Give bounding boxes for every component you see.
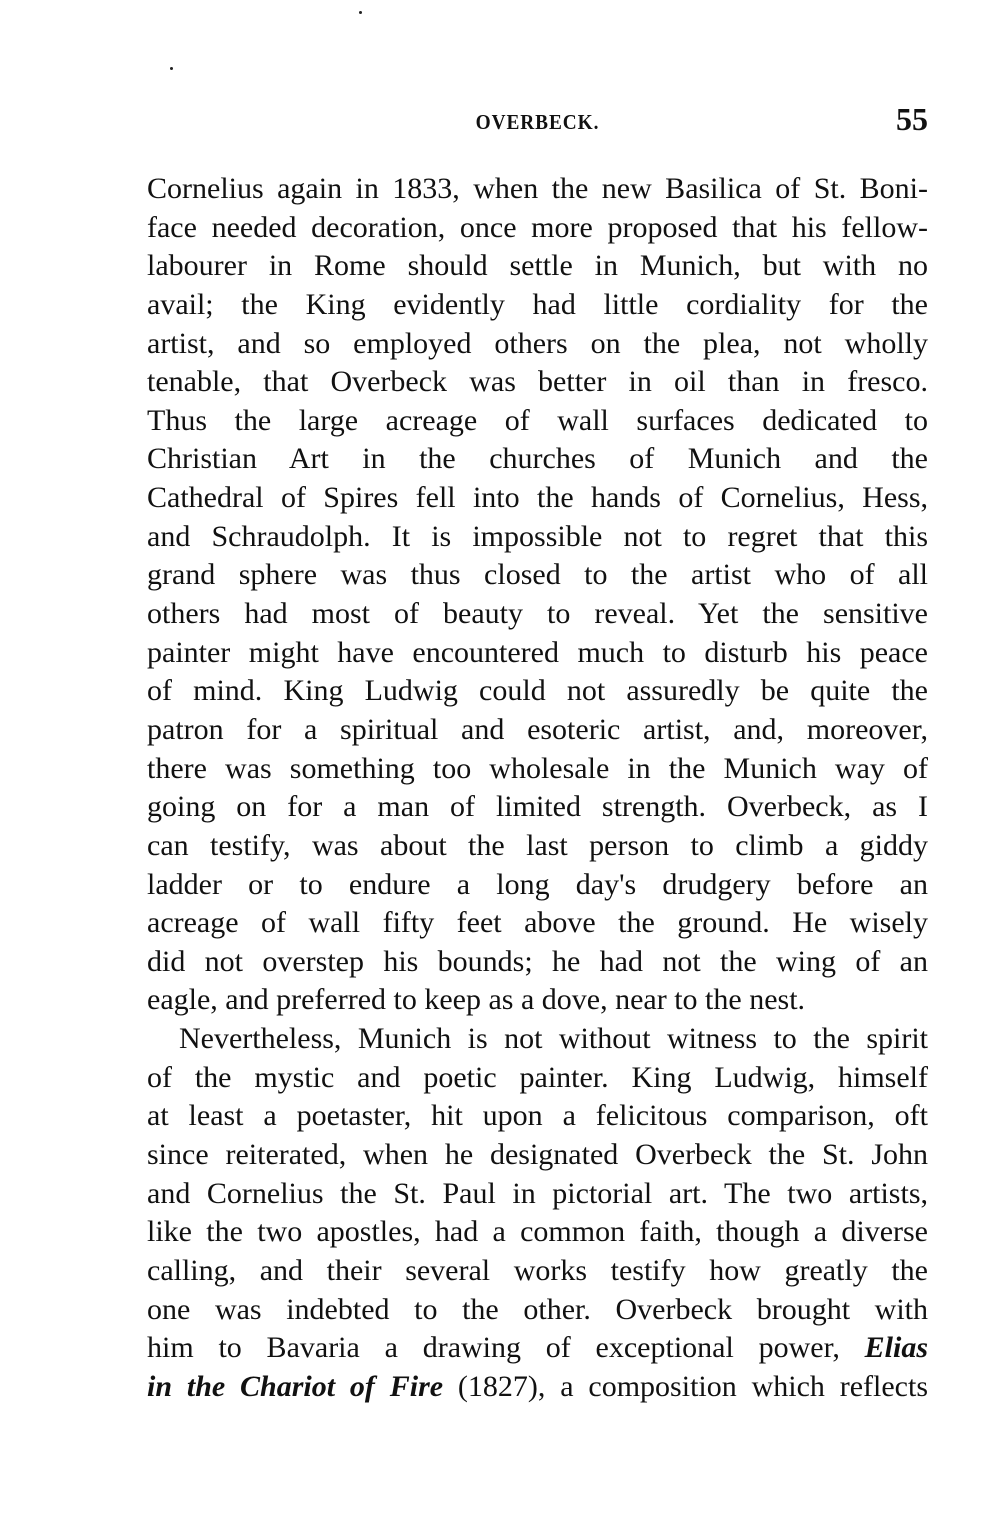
line-text: of mind. King Ludwig could not assuredly be quite the — [147, 674, 928, 708]
line-text: Nevertheless, Munich is not without witness to the spirit — [179, 1022, 928, 1056]
line-text: of the mystic and poetic painter. King Ludwig, himself — [147, 1060, 928, 1094]
line-text: going on for a man of limited strength. Overbeck, as I — [147, 790, 928, 824]
line-text: one was indebted to the other. Overbeck brought with — [147, 1292, 928, 1326]
running-head-title: OVERBECK. — [475, 110, 600, 134]
italic-title-text: in the Chariot of Fire — [147, 1369, 444, 1403]
scan-speck — [170, 67, 173, 70]
text-line — [147, 1329, 928, 1368]
text-line — [147, 1175, 928, 1214]
text-line — [147, 363, 928, 402]
text-line — [147, 247, 928, 286]
text-line — [147, 479, 928, 518]
line-text: and Cornelius the St. Paul in pictorial art. The two artists, — [147, 1176, 928, 1210]
text-line — [147, 672, 928, 711]
text-line — [147, 904, 928, 943]
text-line — [147, 827, 928, 866]
line-text: Cornelius again in 1833, when the new Basilica of St. Boni- — [147, 172, 928, 205]
text-line — [147, 981, 928, 1020]
text-line — [147, 1368, 928, 1407]
text-line — [147, 170, 928, 209]
line-text: acreage of wall fifty feet above the ground. He wisely — [147, 906, 928, 940]
line-text: can testify, was about the last person to climb a giddy — [147, 828, 928, 862]
text-line — [147, 943, 928, 982]
line-text: did not overstep his bounds; he had not the wing of an — [147, 944, 928, 978]
line-text: Cathedral of Spires fell into the hands of Cornelius, Hess, — [147, 481, 928, 515]
line-text: avail; the King evidently had little cordiality for the — [147, 287, 928, 321]
running-head — [147, 101, 928, 138]
italic-title-text: Elias — [864, 1331, 928, 1365]
text-line — [147, 1291, 928, 1330]
line-text: Christian Art in the churches of Munich and the — [147, 442, 928, 476]
text-line — [147, 325, 928, 364]
line-text: patron for a spiritual and esoteric artist, and, moreover, — [147, 712, 928, 746]
line-text: Thus the large acreage of wall surfaces dedicated to — [147, 403, 928, 437]
line-text: face needed decoration, once more proposed that his fellow- — [147, 210, 928, 244]
line-text: since reiterated, when he designated Overbeck the St. John — [147, 1138, 928, 1172]
line-text: artist, and so employed others on the plea, not wholly — [147, 326, 928, 360]
line-text: grand sphere was thus closed to the artist who of all — [147, 558, 928, 592]
text-line — [147, 440, 928, 479]
line-text: (1827), a composition which reflects — [443, 1369, 929, 1403]
line-text: calling, and their several works testify how greatly the — [147, 1253, 928, 1287]
line-text: there was something too wholesale in the Munich way of — [147, 751, 928, 785]
line-text: others had most of beauty to reveal. Yet the sensitive — [147, 597, 928, 631]
line-text: eagle, and preferred to keep as a dove, near to the nest. — [147, 983, 806, 1017]
text-line — [147, 209, 928, 248]
text-line — [147, 595, 928, 634]
line-text: ladder or to endure a long day's drudgery before an — [147, 867, 928, 901]
text-line — [147, 1059, 928, 1098]
text-line — [147, 866, 928, 905]
text-line — [147, 518, 928, 557]
line-text: painter might have encountered much to disturb his peace — [147, 635, 928, 669]
line-text: like the two apostles, had a common faith, though a diverse — [147, 1215, 928, 1249]
line-text: at least a poetaster, hit upon a felicitous comparison, oft — [147, 1099, 928, 1133]
line-text: him to Bavaria a drawing of exceptional power, — [147, 1331, 865, 1365]
scan-speck — [359, 11, 362, 14]
text-line — [147, 1136, 928, 1175]
line-text: labourer in Rome should settle in Munich, but with no — [147, 249, 928, 283]
line-text: and Schraudolph. It is impossible not to regret that this — [147, 519, 928, 553]
body-text — [147, 170, 928, 1407]
text-line — [147, 1213, 928, 1252]
text-line — [147, 402, 928, 441]
text-line — [147, 788, 928, 827]
text-line — [147, 1020, 928, 1059]
text-line — [147, 634, 928, 673]
text-line — [147, 556, 928, 595]
page-number: 55 — [896, 101, 928, 137]
text-line — [147, 1252, 928, 1291]
text-line — [147, 711, 928, 750]
text-line — [147, 1097, 928, 1136]
line-text: tenable, that Overbeck was better in oil than in fresco. — [147, 365, 928, 399]
text-line — [147, 750, 928, 789]
text-line — [147, 286, 928, 325]
